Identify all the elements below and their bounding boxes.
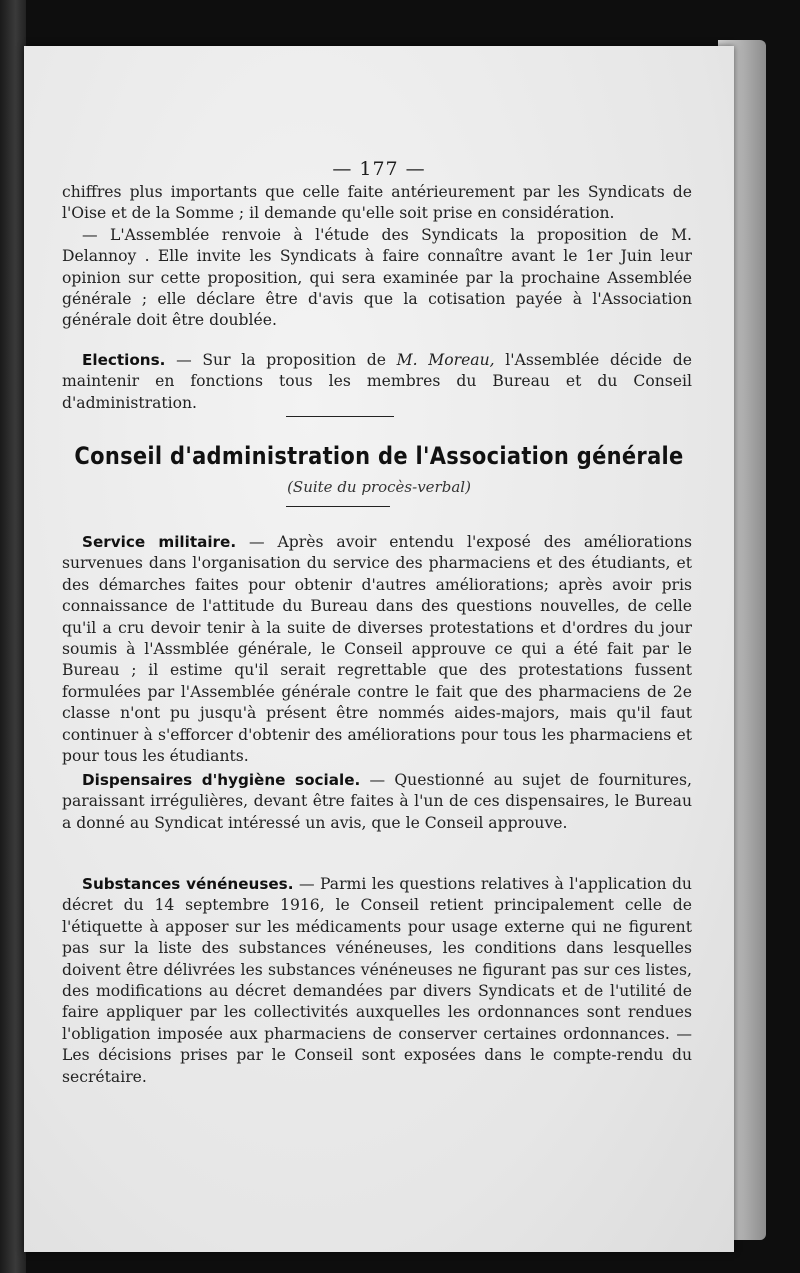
opening-paragraphs (62, 182, 692, 332)
divider-bottom (286, 506, 390, 507)
substances-heading: Substances vénéneuses. (82, 875, 294, 893)
elections-pre: — Sur la proposition de (165, 351, 397, 369)
divider-top (286, 416, 394, 417)
paragraph-service-militaire (62, 532, 692, 767)
paragraph-delannoy: — L'Assemblée renvoie à l'étude des Syndicats la proposition de M. Delannoy . Elle invite les Syndicats à faire connaître avant le 1er Juin leur opinion sur cette proposition, qui sera examinée par la prochaine Assemblée générale ; elle déclare être d'avis que la cotisation payée à l'Association générale doit être doublée. (62, 225, 692, 330)
paragraph-continuation: chiffres plus importants que celle faite antérieurement par les Syndicats de l'Oise et de la Somme ; il demande qu'elle soit prise en considération. (62, 183, 692, 223)
page-number: — 177 — (332, 158, 426, 180)
dispensaires-heading: Dispensaires d'hygiène sociale. (82, 771, 361, 789)
paragraph-substances (62, 874, 692, 1088)
elections-post: l'Assemblée décide de maintenir en fonctions tous les membres du Bureau et du Conseil d'administration. (62, 351, 692, 412)
substances-body: — Parmi les questions relatives à l'application du décret du 14 septembre 1916, le Conseil retient principalement celle de l'étiquette à apposer sur les médicaments pour usage externe qui ne figurent pas sur la liste des substances vénéneuses, les conditions dans lesquelles doivent être délivrées les substances vénéneuses ne figurant pas sur ces listes, des modifications au décret demandées par divers Syndicats et de l'utilité de faire appliquer par les collectivités auxquelles les ordonnances sont rendues l'obligation imposée aux pharmaciens de conserver certaines ordonnances. — Les décisions prises par le Conseil sont exposées dans le compte-rendu du secrétaire. (62, 875, 692, 1086)
elections-name: M. Moreau, (396, 351, 495, 369)
book-spine (0, 0, 26, 1273)
service-militaire-heading: Service militaire. (82, 533, 237, 551)
section-title: Conseil d'administration de l'Association générale (74, 442, 684, 470)
service-militaire-body: — Après avoir entendu l'exposé des améliorations survenues dans l'organisation du service des pharmaciens et des étudiants, et des démarches faites pour obtenir d'autres améliorations; après avoir pris connaissance de l'attitude du Bureau dans des questions nouvelles, de celle qu'il a cru devoir tenir à la suite de diverses protestations et d'ordres du jour soumis à l'Assmblée générale, le Conseil approuve ce qui a été fait par le Bureau ; il estime qu'il serait regrettable que des protestations fussent formulées par l'Assemblée générale contre le fait que des pharmaciens de 2e classe n'ont pu jusqu'à présent être nommés aides-majors, mais qu'il faut continuer à s'efforcer d'obtenir des améliorations pour tous les pharmaciens et pour tous les étudiants. (62, 533, 692, 766)
elections-heading: Elections. (82, 351, 166, 369)
section-subtitle: (Suite du procès-verbal) (287, 478, 471, 496)
dispensaires-body: — Questionné au sujet de fournitures, paraissant irrégulières, devant être faites à l'un de ces dispensaires, le Bureau a donné au Syndicat intéressé un avis, que le Conseil approuve. (62, 771, 692, 832)
book-page (24, 46, 734, 1252)
paragraph-elections (62, 350, 692, 414)
paragraph-dispensaires (62, 770, 692, 834)
